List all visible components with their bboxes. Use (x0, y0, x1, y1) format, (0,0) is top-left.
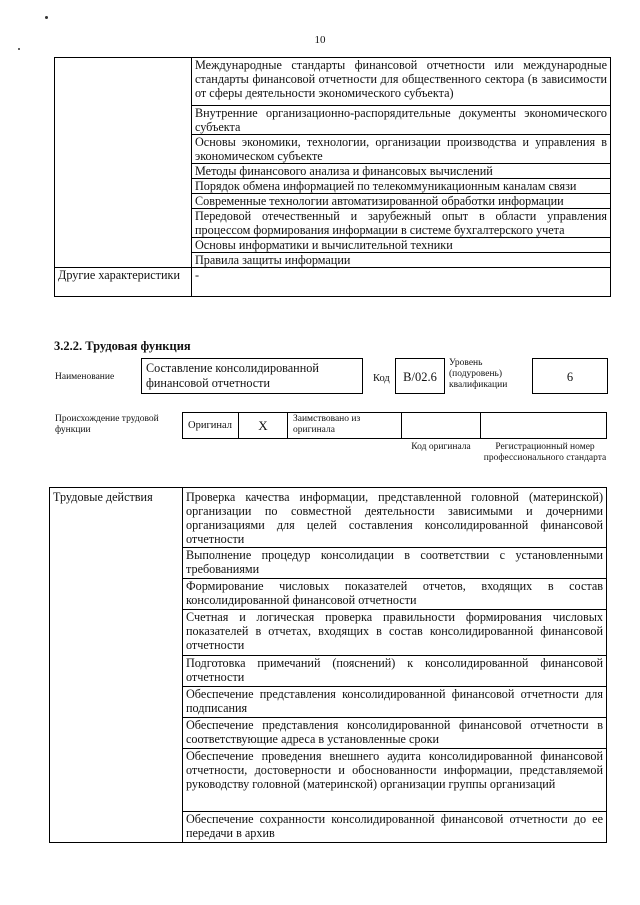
labor-actions-label: Трудовые действия (50, 488, 183, 843)
labor-action-item: Выполнение процедур консолидации в соответствии с установленными требованиями (183, 548, 607, 579)
labor-action-item: Подготовка примечаний (пояснений) к консолидированной финансовой отчетности (183, 656, 607, 687)
reg-number-caption: Регистрационный номер профессионального стандарта (483, 442, 607, 463)
code-original-cell (401, 412, 481, 439)
knowledge-item: Основы экономики, технологии, организации производства и управления в экономическом субъекте (192, 135, 611, 164)
level-label: Уровень (подуровень) квалификации (449, 358, 508, 390)
labor-action-item: Обеспечение сохранности консолидированной финансовой отчетности до ее передачи в архив (183, 812, 607, 843)
scan-speck (45, 16, 48, 19)
labor-action-item: Проверка качества информации, представленной головной (материнской) организации по совместной деятельности зависимыми и дочерними организациями для целей составления консолидированной финансовой отчетности (183, 488, 607, 548)
function-name: Составление консолидированной финансовой отчетности (141, 358, 363, 394)
original-mark: X (238, 412, 288, 439)
knowledge-item: Порядок обмена информацией по телекоммуникационным каналам связи (192, 179, 611, 194)
other-characteristics-label: Другие характеристики (55, 268, 192, 297)
scan-speck (18, 48, 20, 50)
labor-action-item: Обеспечение представления консолидированной финансовой отчетности для подписания (183, 687, 607, 718)
borrowed-label: Заимствовано из оригинала (288, 412, 401, 439)
code-original-caption: Код оригинала (411, 442, 471, 452)
reg-number-cell (481, 412, 607, 439)
origin-label: Происхождение трудовой функции (55, 414, 159, 435)
labor-action-item: Обеспечение представления консолидированной финансовой отчетности в соответствующие адреса в установленные сроки (183, 718, 607, 749)
original-label: Оригинал (182, 412, 238, 439)
other-characteristics-value: - (192, 268, 611, 297)
knowledge-item: Современные технологии автоматизированной обработки информации (192, 194, 611, 209)
level-value: 6 (532, 358, 608, 394)
knowledge-item: Правила защиты информации (192, 253, 611, 268)
knowledge-label-cell (55, 58, 192, 268)
knowledge-item: Основы информатики и вычислительной техники (192, 238, 611, 253)
code-label: Код (373, 373, 390, 384)
page-number: 10 (314, 34, 326, 46)
knowledge-item: Внутренние организационно-распорядительные документы экономического субъекта (192, 106, 611, 135)
section-title: 3.2.2. Трудовая функция (54, 339, 191, 353)
labor-action-item: Счетная и логическая проверка правильности формирования числовых показателей в отчетах, входящих в состав консолидированной финансовой отчетности (183, 610, 607, 656)
knowledge-item: Методы финансового анализа и финансовых вычислений (192, 164, 611, 179)
knowledge-item: Международные стандарты финансовой отчетности или международные стандарты финансовой отчетности для общественного сектора (в зависимости от сферы деятельности экономического субъекта) (192, 58, 611, 106)
labor-actions-table (49, 487, 607, 843)
labor-action-item: Формирование числовых показателей отчетов, входящих в состав консолидированной финансовой отчетности (183, 579, 607, 610)
name-label: Наименование (55, 372, 115, 382)
labor-action-item: Обеспечение проведения внешнего аудита консолидированной финансовой отчетности, достоверности и обоснованности информации, представляемой руководству головной (материнской) организации группы организаций (183, 749, 607, 812)
knowledge-table (54, 57, 611, 297)
code-value: B/02.6 (395, 358, 445, 394)
knowledge-item: Передовой отечественный и зарубежный опыт в области управления процессом формирования информации в системе бухгалтерского учета (192, 209, 611, 238)
